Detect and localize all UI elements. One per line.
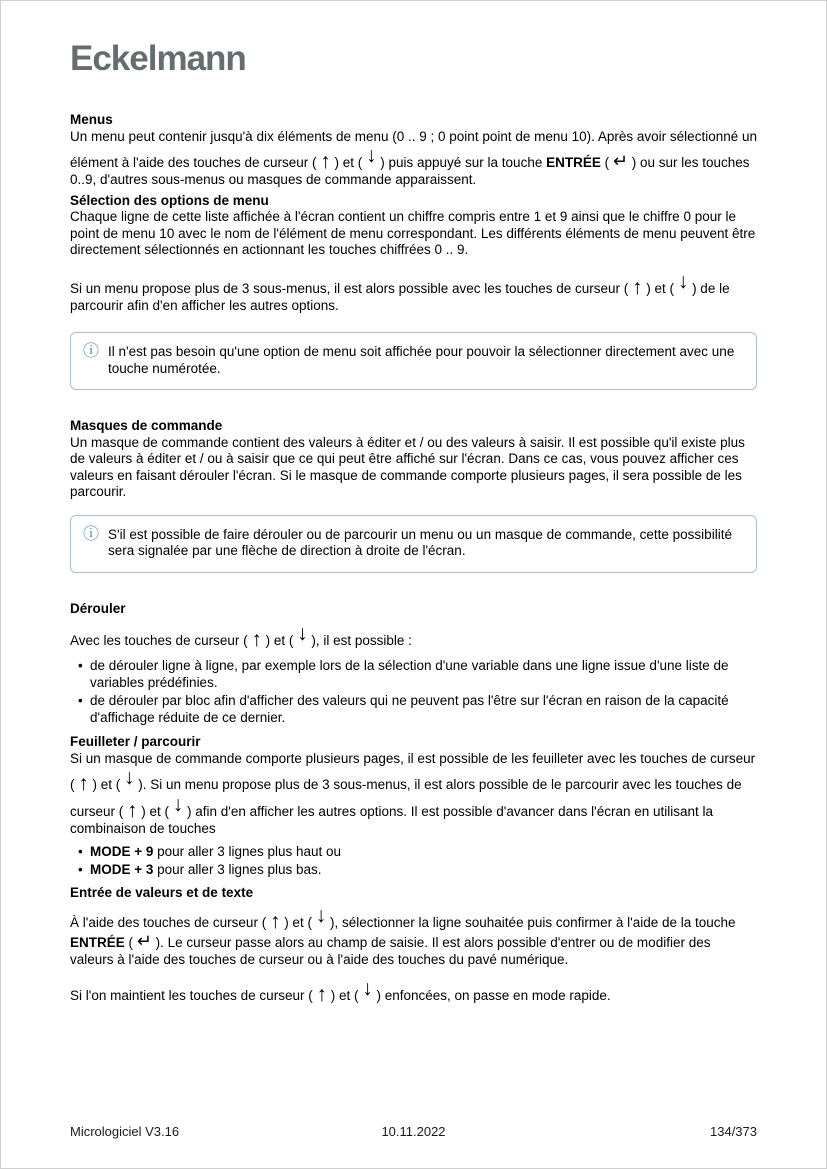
cursor-up-icon: ↑: [632, 275, 643, 299]
paragraph-entree-2: Si l'on maintient les touches de curseur ( ↑ ) et ( ↓ ) enfoncées, on passe en mode rapide.: [70, 977, 611, 1006]
list-item: • MODE + 9 pour aller 3 lignes plus haut ou: [70, 844, 757, 861]
footer-version: Micrologiciel V3.16: [70, 1124, 180, 1139]
info-icon: ⓘ: [83, 525, 100, 543]
section-heading-selection: Sélection des options de menu: [70, 192, 269, 208]
paragraph-derouler: Avec les touches de curseur ( ↑ ) et ( ↓ ), il est possible :: [70, 622, 412, 651]
paragraph-menus: Un menu peut contenir jusqu'à dix éléments de menu (0 .. 9 ; 0 point point de menu 10). Après avoir sélectionné un élément à l'aide des touches de curseur ( ↑ ) et ( ↓ ) puis appuyé sur la touche ENTRÉE ( ↵ ) ou sur les touches 0..9, d'autres sous-menus ou masques de commande apparaissent.: [70, 128, 757, 187]
cursor-down-icon: ↓: [124, 766, 135, 789]
enter-key-icon: ↵: [136, 931, 152, 951]
section-heading-menus: Menus: [70, 112, 113, 127]
footer-date: 10.11.2022: [381, 1124, 446, 1139]
info-icon: ⓘ: [83, 343, 100, 360]
paragraph-selection: Chaque ligne de cette liste affichée à l'écran contient un chiffre compris entre 1 et 9 ainsi que le chiffre 0 pour le point de menu 10 avec le nom de l'élément de menu correspondant. Les différents éléments de menu peuvent être directement sélectionnés en actionnant les touches chiffrées 0 .. 9.: [70, 209, 756, 257]
info-note-2: [70, 515, 757, 573]
page-footer: [70, 1124, 757, 1140]
cursor-up-icon: ↑: [78, 772, 89, 795]
cursor-up-icon: ↑: [127, 799, 138, 822]
paragraph-masques: Un masque de commande contient des valeurs à éditer et / ou des valeurs à saisir. Il est possible qu'il existe plus de valeurs à éditer et / ou à saisir que ce qui peut être affiché sur l'écran. Dans ce cas, vous pouvez afficher ces valeurs en faisant dérouler l'écran. Si le masque de commande comporte plusieurs pages, il sera possible de les parcourir.: [70, 434, 745, 499]
cursor-down-icon: ↓: [297, 622, 308, 645]
section-heading-derouler: Dérouler: [70, 600, 126, 616]
derouler-bullet-list: [70, 658, 757, 726]
paragraph-feuilleter: Si un masque de commande comporte plusieurs pages, il est possible de les feuilleter avec les touches de curseur ( ↑ ) et ( ↓ ). Si un menu propose plus de 3 sous-menus, il est alors possible de le parcourir avec les touches de curseur ( ↑ ) et ( ↓ ) afin d'en afficher les autres options. Il est possible d'avancer dans l'écran en utilisant la combinaison de touches: [70, 750, 756, 836]
info-note-text: Il n'est pas besoin qu'une option de menu soit affichée pour pouvoir la sélectionner directement avec une touche numérotée.: [108, 344, 735, 376]
cursor-down-icon: ↓: [365, 144, 377, 167]
enter-key-icon: ↵: [612, 151, 628, 171]
list-item: • de dérouler ligne à ligne, par exemple lors de la sélection d'une variable dans une ligne issue d'une liste de variables prédéfinies.: [70, 658, 757, 691]
cursor-down-icon: ↓: [362, 977, 373, 1000]
cursor-up-icon: ↑: [251, 628, 262, 651]
paragraph-selection-2: Si un menu propose plus de 3 sous-menus, il est alors possible avec les touches de curseur ( ↑ ) et ( ↓ ) de le parcourir afin d'en afficher les autres options.: [70, 269, 730, 313]
section-heading-masques: Masques de commande: [70, 418, 223, 433]
footer-page-number: 134/373: [710, 1124, 757, 1139]
info-note-text: S'il est possible de faire dérouler ou de parcourir un menu ou un masque de commande, cette possibilité sera signalée par une flèche de direction à droite de l'écran.: [108, 526, 732, 558]
cursor-down-icon: ↓: [315, 904, 327, 927]
list-item: • MODE + 3 pour aller 3 lignes plus bas.: [70, 862, 757, 879]
list-item: • de dérouler par bloc afin d'afficher des valeurs qui ne peuvent pas l'être sur l'écran en raison de la capacité d'affichage réduite de ce dernier.: [70, 693, 757, 726]
section-heading-entree: Entrée de valeurs et de texte: [70, 884, 254, 900]
info-note-1: [70, 332, 757, 390]
cursor-up-icon: ↑: [316, 983, 327, 1006]
cursor-up-icon: ↑: [320, 150, 331, 173]
cursor-down-icon: ↓: [677, 269, 689, 293]
section-heading-feuilleter: Feuilleter / parcourir: [70, 734, 201, 749]
cursor-up-icon: ↑: [269, 910, 281, 933]
cursor-down-icon: ↓: [172, 793, 184, 816]
paragraph-entree: À l'aide des touches de curseur ( ↑ ) et ( ↓ ), sélectionner la ligne souhaitée puis confirmer à l'aide de la touche ENTRÉE ( ↵ ). Le curseur passe alors au champ de saisie. Il est alors possible d'entrer ou de modifier des valeurs à l'aide des touches de curseur ou à l'aide des touches du pavé numérique.: [70, 904, 736, 967]
eckelmann-logo: Eckelmann: [70, 39, 246, 78]
feuilleter-bullet-list: [70, 844, 757, 879]
